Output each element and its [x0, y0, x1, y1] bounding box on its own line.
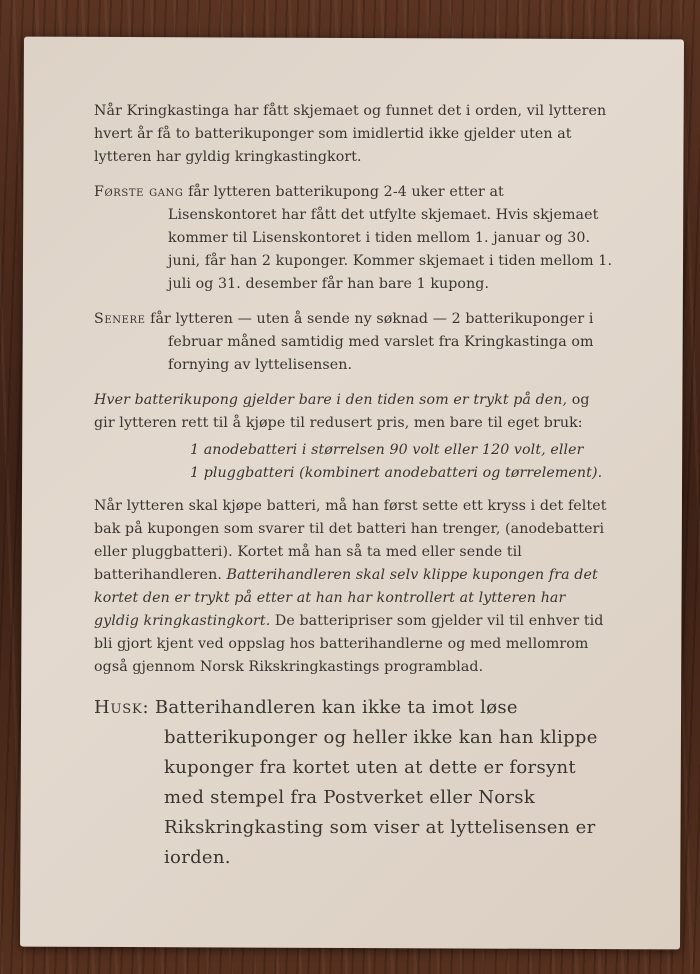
battery-option-anode: 1 anodebatteri i størrelsen 90 volt eller 120 volt, eller — [190, 442, 584, 458]
battery-option-plug: 1 pluggbatteri (kombinert anodebatteri og tørrelement). — [190, 465, 603, 481]
husk-paragraph — [94, 693, 614, 873]
document-body — [94, 100, 614, 891]
purchase-italic: Batterihandleren skal selv klippe kupongen fra det kortet den er trykt på etter at han har kontrollert at lytteren har gyldig kringkastingkort. — [94, 567, 598, 629]
husk-label: Husk — [94, 697, 143, 718]
coupon-italic-lead: Hver batterikupong gjelder bare i den tiden som er trykt på den, — [94, 392, 568, 408]
intro-paragraph: Når Kringkastinga har fått skjemaet og funnet det i orden, vil lytteren hvert år få to batterikuponger som imidlertid ikke gjelder uten at lytteren har gyldig kringkastingkort. — [94, 103, 607, 165]
later-label: Senere — [94, 311, 146, 327]
coupon-text: og gir lytteren rett til å kjøpe til redusert pris, men bare til eget bruk: — [94, 392, 590, 431]
first-time-paragraph — [94, 181, 614, 296]
first-time-label: Første gang — [94, 184, 184, 200]
battery-options — [94, 439, 614, 485]
husk-text: : Batterihandleren kan ikke ta imot løse batterikuponger og heller ikke kan han klippe kuponger fra kortet uten at dette er forsynt med stempel fra Postverket eller Norsk Rikskringkasting som viser at lyttelisensen er iorden. — [142, 697, 598, 868]
coupon-paragraph — [94, 389, 614, 435]
purchase-text-2: De batteripriser som gjelder vil til enhver tid bli gjort kjent ved oppslag hos batterihandlerne og med mellomrom også gjennom Norsk Rikskringkastings programblad. — [94, 613, 604, 675]
later-text: får lytteren — uten å sende ny søknad — 2 batterikuponger i februar måned samtidig med varslet fra Kringkastinga om fornying av lyttelisensen. — [145, 311, 594, 373]
purchase-text-1: Når lytteren skal kjøpe batteri, må han først sette ett kryss i det feltet bak på kupongen som svarer til det batteri han trenger, (anodebatteri eller pluggbatteri). Kortet må han så ta med eller sende til batterihandleren. — [94, 498, 607, 583]
purchase-paragraph — [94, 495, 614, 679]
later-paragraph — [94, 308, 614, 377]
first-time-text: får lytteren batterikupong 2-4 uker etter at Lisenskontoret har fått det utfylte skjemaet. Hvis skjemaet kommer til Lisenskontoret i tiden mellom 1. januar og 30. juni, får han 2 kuponger. Kommer skjemaet i tiden mellom 1. juli og 31. desember får han bare 1 kupong. — [168, 184, 613, 292]
